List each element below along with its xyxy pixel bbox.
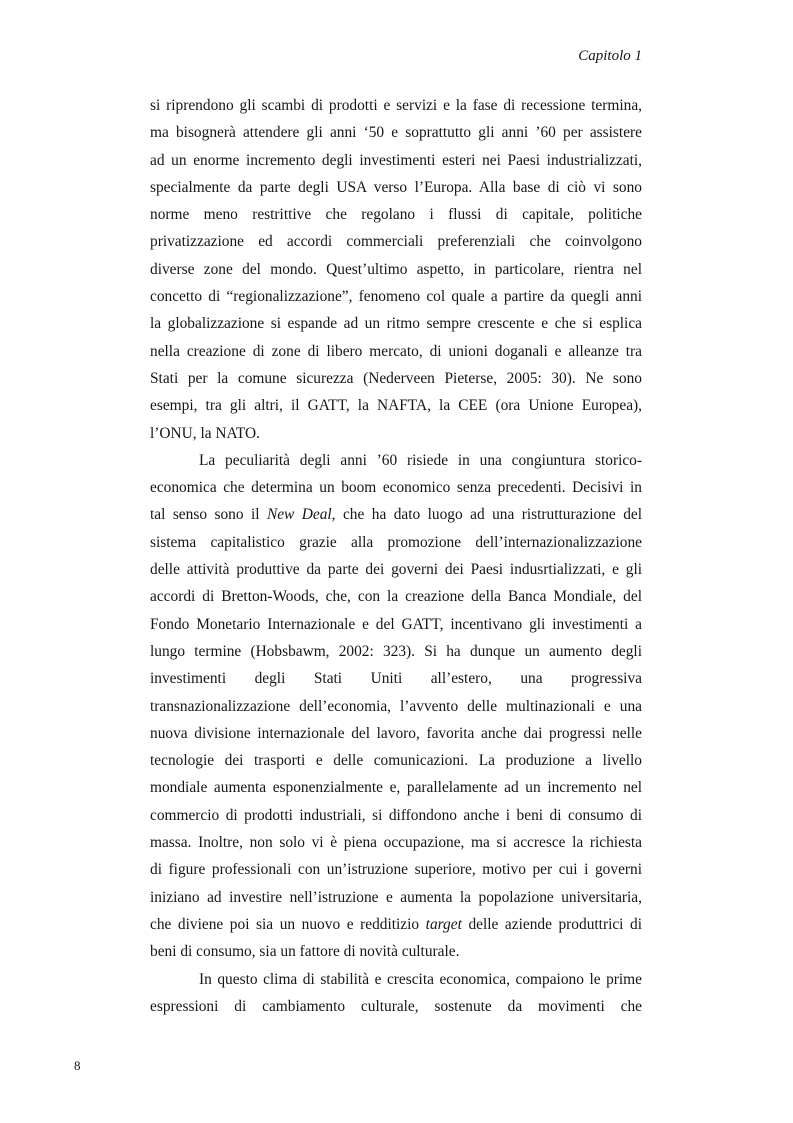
text-line: ad un enorme incremento degli investimenti esteri nei Paesi industrializzati,	[150, 151, 642, 169]
text-line: concetto di “regionalizzazione”, fenomeno col quale a partire da quegli anni	[150, 288, 642, 306]
paragraph	[150, 966, 642, 1021]
text-line: ma bisognerà attendere gli anni ‘50 e soprattutto gli anni ’60 per assistere	[150, 124, 642, 142]
text-line: massa. Inoltre, non solo vi è piena occupazione, ma si accresce la richiesta	[150, 834, 642, 852]
text-line: Stati per la comune sicurezza (Nederveen Pieterse, 2005: 30). Ne sono	[150, 369, 642, 387]
text-line: transnazionalizzazione dell’economia, l’avvento delle multinazionali e una	[150, 697, 642, 715]
text-line: sistema capitalistico grazie alla promozione dell’internazionalizzazione	[150, 533, 642, 551]
text-segment: , che ha dato luogo ad una ristrutturazione del	[331, 506, 642, 524]
text-line: espressioni di cambiamento culturale, sostenute da movimenti che	[150, 997, 642, 1015]
paragraph	[150, 447, 642, 966]
text-line: investimenti degli Stati Uniti all’estero, una progressiva	[150, 670, 642, 688]
text-line: l’ONU, la NATO.	[150, 424, 261, 442]
text-line: nuova divisione internazionale del lavoro, favorita anche dai progressi nelle	[150, 724, 642, 742]
text-line	[150, 501, 642, 528]
text-line: mondiale aumenta esponenzialmente e, parallelamente ad un incremento nel	[150, 779, 642, 797]
text-line: la globalizzazione si espande ad un ritmo sempre crescente e che si esplica	[150, 315, 642, 333]
text-line: delle attività produttive da parte dei governi dei Paesi indusrtializzati, e gli	[150, 561, 642, 579]
paragraph	[150, 92, 642, 447]
text-line: specialmente da parte degli USA verso l’Europa. Alla base di ciò vi sono	[150, 178, 642, 196]
text-line: beni di consumo, sia un fattore di novità culturale.	[150, 943, 460, 961]
chapter-header: Capitolo 1	[578, 48, 642, 64]
italic-term: New Deal	[266, 506, 332, 524]
text-line: nella creazione di zone di libero mercato, di unioni doganali e alleanze tra	[150, 342, 642, 360]
text-line: In questo clima di stabilità e crescita economica, compaiono le prime	[199, 970, 642, 988]
text-line: lungo termine (Hobsbawm, 2002: 323). Si ha dunque un aumento degli	[150, 642, 642, 660]
text-segment: delle aziende produttrici di	[461, 915, 642, 933]
text-line: di figure professionali con un’istruzione superiore, motivo per cui i governi	[150, 861, 642, 879]
text-line: esempi, tra gli altri, il GATT, la NAFTA, la CEE (ora Unione Europea),	[150, 397, 642, 415]
text-line: si riprendono gli scambi di prodotti e servizi e la fase di recessione termina,	[150, 97, 642, 114]
text-line: norme meno restrittive che regolano i flussi di capitale, politiche	[150, 206, 642, 224]
text-line: commercio di prodotti industriali, si diffondono anche i beni di consumo di	[150, 806, 642, 824]
text-line: tecnologie dei trasporti e delle comunicazioni. La produzione a livello	[150, 752, 642, 770]
italic-term: target	[425, 915, 462, 933]
text-line: iniziano ad investire nell’istruzione e aumenta la popolazione universitaria,	[150, 888, 642, 906]
body-text	[150, 92, 642, 1020]
text-line: privatizzazione ed accordi commerciali preferenziali che coinvolgono	[150, 233, 642, 251]
text-line: La peculiarità degli anni ’60 risiede in una congiuntura storico-	[199, 451, 642, 469]
text-line: accordi di Bretton-Woods, che, con la creazione della Banca Mondiale, del	[150, 588, 642, 606]
text-line	[150, 911, 642, 938]
page-number: 8	[74, 1058, 81, 1073]
text-line: diverse zone del mondo. Quest’ultimo aspetto, in particolare, rientra nel	[150, 260, 642, 278]
text-segment: che diviene poi sia un nuovo e redditizio	[150, 915, 426, 933]
text-segment: tal senso sono il	[150, 506, 267, 524]
text-line: economica che determina un boom economico senza precedenti. Decisivi in	[150, 479, 642, 497]
text-line: Fondo Monetario Internazionale e del GATT, incentivano gli investimenti a	[150, 615, 642, 633]
